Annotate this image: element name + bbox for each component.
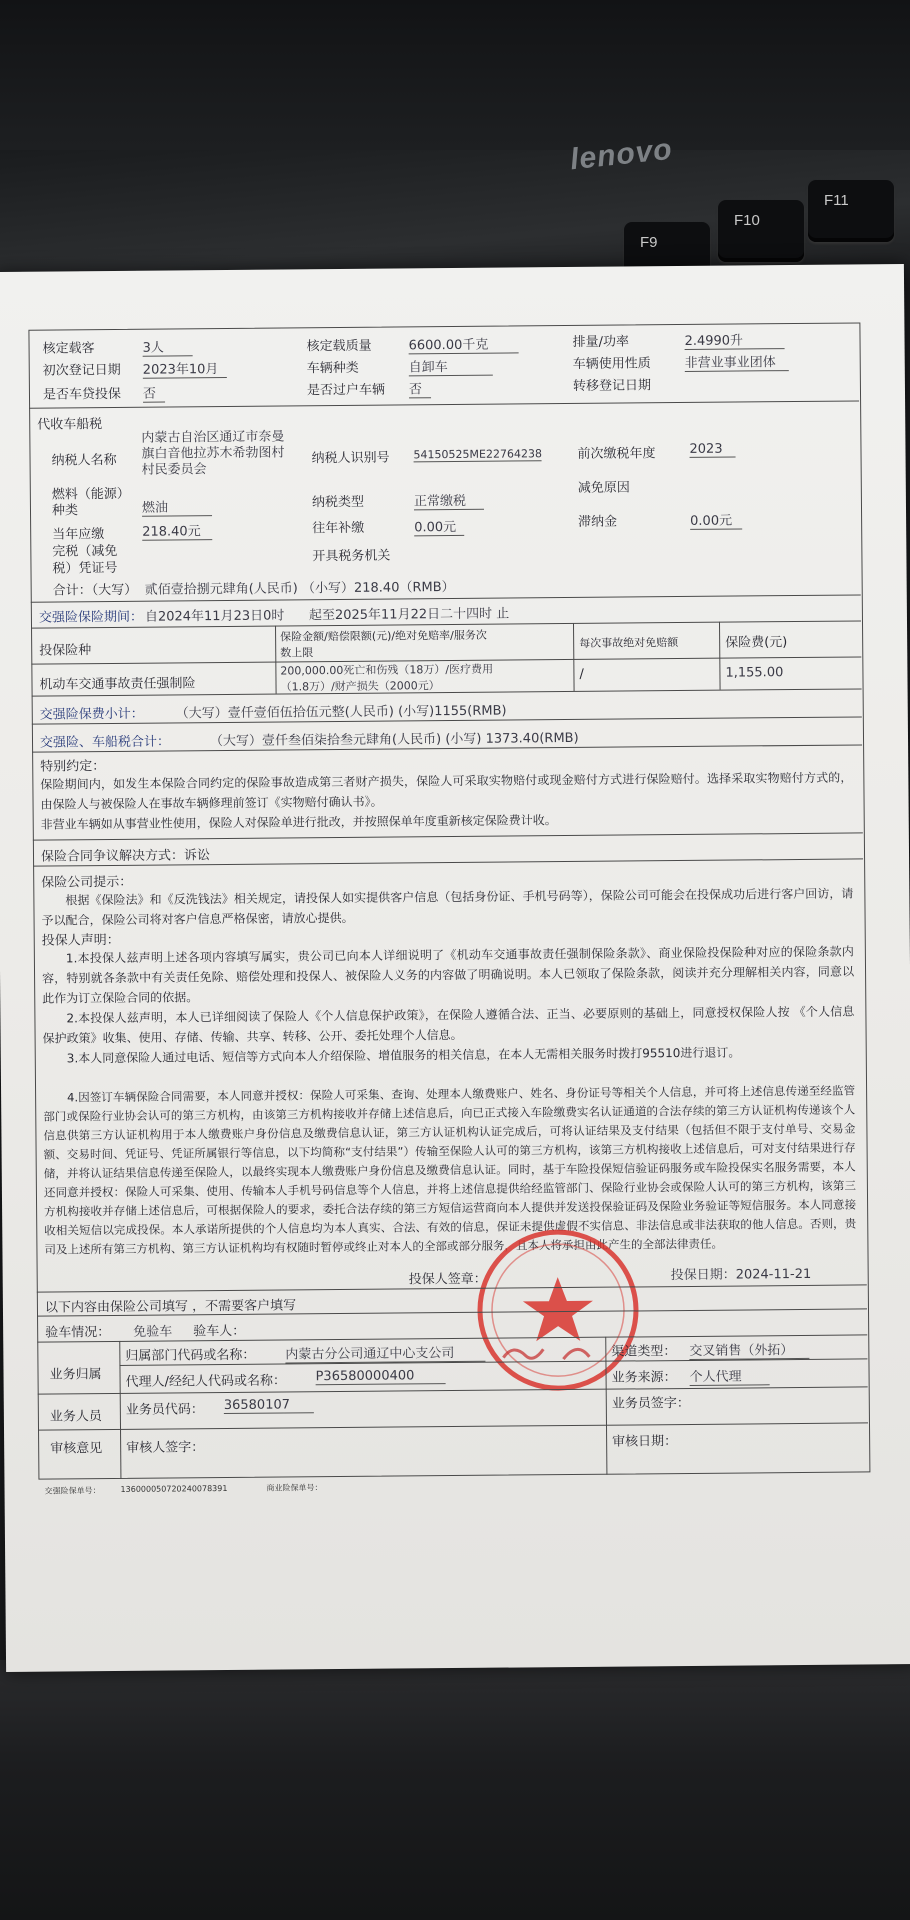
- tax-office-label: 开具税务机关: [312, 548, 391, 565]
- compulsory-subtotal-value: （大写）壹仟壹佰伍拾伍元整(人民币) (小写)1155(RMB): [175, 703, 507, 722]
- tax-type-value: 正常缴税: [414, 490, 484, 511]
- company-notice-text: 根据《保险法》和《反洗钱法》相关规定，请投保人如实提供客户信息（包括身份证、手机号码等），保险公司可能会在投保成功后进行客户回访，请予以配合，保险公司将对客户信息严格保密，请放心提供。: [41, 886, 854, 928]
- commercial-policy-label: 商业险保单号：: [266, 1483, 323, 1493]
- grand-total-value: （大写）壹仟叁佰柒拾叁元肆角(人民币) (小写) 1373.40(RMB): [209, 730, 579, 750]
- tax-total-label: 合计：（大写）: [52, 582, 138, 599]
- key-f10: F10: [718, 200, 804, 262]
- compulsory-subtotal-label: 交强险保费小计：: [39, 706, 144, 723]
- application-date: 投保日期：2024-11-21: [670, 1266, 812, 1284]
- declaration-4: 4.因签订车辆保险合同需要，本人同意并授权：保险人可采集、查询、处理本人缴费账户、姓名、身份证号等相关个人信息，并可将上述信息传递至经监管部门或保险行业协会认可的第三方机构，由该第三方机构接收并存储上述信息后，向已正式接入车险缴费实名认证通道的合法存续的第三方认证机构传递该个人信息供第三方认证机构用于本人缴费账户身份信息及缴费信息认证，第三方认证机构认证完成后，可将认证结果及支付结果（包括但不限于支付单号、交易金额、交易时间、凭证号、凭证所属银行等信息，以下均简称“支付结果”）传输至保险人认可的第三方机构，该第三方机构接收上述信息后，可对支付结果进行存储，并将认证结果信息传递至保险人，以最终实现本人缴费账户身份信息及缴费信息认证。同时，基于车险投保短信验证码服务或车险投保实名服务需要，本人还同意并授权：保险人可采集、使用、传输本人手机号码信息等个人信息，并将上述信息提供给经监管部门、保险行业协会或保险人认可的第三方机构，该第三方机构接收并存储上述信息后，可根据保险人的要求，委托合法存续的第三方短信运营商向本人提供并发送投保验证码及保险业务验证等短信服务。本人同意接收相关短信以完成投保。本人承诺所提供的个人信息均为本人真实、合法、有效的信息，保证未提供虚假不实信息、非法信息或非法获取的他人信息。否则，贵司及上述所有第三方机构、第三方认证机构均有权随时暂停或终止对本人的全部或部分服务，且本人将承担由此产生的全部法律责任。: [43, 1083, 857, 1257]
- tax-total-value: 贰佰壹拾捌元肆角(人民币) （小写）218.40（RMB）: [144, 579, 455, 598]
- usage-label: 车辆使用性质: [572, 356, 651, 372]
- reg-date-label: 初次登记日期: [42, 362, 121, 379]
- reg-date-value: 2023年10月: [143, 358, 227, 379]
- policy-number-label: 交强险保单号：: [44, 1486, 101, 1496]
- compulsory-period-label: 交强险保险期间：: [38, 609, 144, 626]
- fuel-label: 燃料（能源） 种类: [51, 486, 130, 519]
- applicant-signature-label: 投保人签章：: [408, 1271, 487, 1288]
- inspection-label: 验车情况：: [45, 1325, 111, 1341]
- back-tax-value: 0.00元: [414, 516, 464, 536]
- agent-value: P36580000400: [315, 1368, 445, 1385]
- declaration-2: 2.本投保人兹声明，本人已详细阅读了保险人《个人信息保护政策》，在保险人遵循合法、正当、必要原则的基础上，同意授权保险人按 《个人信息保护政策》收集、使用、存储、传输、共享、转移、公开、委托处理个人信息。: [42, 1004, 855, 1046]
- agent-label: 代理人/经纪人代码或名称：: [125, 1373, 287, 1390]
- vehicle-type-value: 自卸车: [409, 356, 493, 377]
- premium-row-premium: 1,155.00: [725, 665, 784, 681]
- premium-table-header-premium: 保险费(元): [725, 635, 788, 651]
- declaration-1: 1.本投保人兹声明上述各项内容填写属实，贵公司已向本人详细说明了《机动车交通事故责任强制保险条款》、商业保险投保险种对应的保险条款内容，特别就各条款中有关责任免除、赔偿处理和投保人、被保险人义务的内容做了明确说明。本人已领取了保险条款，阅读并充分理解相关内容，同意以此作为订立保险合同的依据。: [42, 944, 855, 1006]
- declaration-3: 3.本人同意保险人通过电话、短信等方式向本人介绍保险、增值服务的相关信息，在本人无需相关服务时拨打95510进行退订。: [66, 1045, 741, 1066]
- seats-label: 核定载客: [42, 341, 95, 357]
- special-agreement-text-1: 保险期间内，如发生本保险合同约定的保险事故造成第三者财产损失，保险人可采取实物赔付或现金赔付方式进行保险赔付。选择采取实物赔付方式的，由保险人与被保险人在事故车辆修理前签订《实物赔付确认书》。: [40, 770, 853, 812]
- tax-section-title: 代收车船税: [37, 417, 103, 433]
- source-label: 业务来源：: [611, 1370, 677, 1386]
- late-fee-label: 滞纳金: [578, 514, 618, 530]
- dept-label: 归属部门代码或名称：: [125, 1347, 256, 1364]
- payload-value: 6600.00千克: [408, 333, 518, 354]
- special-agreement-text-2: 非营业车辆如从事营业性使用，保险人对保险单进行批改，并按照保单年度重新核定保险费计收。: [40, 813, 557, 832]
- staff-code-label: 业务员代码：: [125, 1402, 204, 1418]
- premium-table-header-limit: 保险金额/赔偿限额(元)/绝对免赔率/服务次 数上限: [280, 628, 487, 660]
- tax-id-label: 纳税人识别号: [311, 450, 390, 467]
- staff-code-value: 36580107: [224, 1397, 314, 1414]
- declaration-title: 投保人声明：: [41, 932, 120, 949]
- back-tax-label: 往年补缴: [312, 520, 365, 537]
- special-agreement-title: 特别约定：: [40, 759, 106, 775]
- desk-surface: [0, 1660, 910, 1920]
- loan-label: 是否车贷投保: [42, 386, 122, 403]
- late-fee-value: 0.00元: [690, 509, 742, 529]
- channel-label: 渠道类型：: [611, 1344, 677, 1360]
- payload-label: 核定载质量: [306, 338, 372, 355]
- inspection-value: 免验车: [133, 1324, 173, 1340]
- transfer-date-label: 转移登记日期: [572, 378, 652, 394]
- audit-group-label: 审核意见: [50, 1441, 103, 1457]
- vehicle-type-label: 车辆种类: [306, 360, 359, 377]
- key-f11: F11: [808, 180, 894, 242]
- staff-group-label: 业务人员: [49, 1409, 102, 1425]
- seats-value: 3人: [142, 336, 192, 356]
- current-tax-label: 当年应缴: [52, 527, 105, 543]
- inspector-label: 验车人：: [193, 1323, 246, 1340]
- taxpayer-label: 纳税人名称: [51, 452, 117, 469]
- company-fill-note: 以下内容由保险公司填写 ，不需要客户填写: [44, 1298, 297, 1316]
- displacement-value: 2.4990升: [684, 329, 784, 350]
- prev-year-label: 前次缴税年度: [577, 446, 656, 462]
- premium-table-header-item: 投保险种: [39, 643, 92, 659]
- premium-table-header-deductible: 每次事故绝对免赔额: [579, 636, 679, 650]
- audit-date-label: 审核日期：: [612, 1434, 678, 1450]
- dispute-resolution: 保险合同争议解决方式：诉讼: [40, 848, 211, 865]
- business-group-label: 业务归属: [49, 1367, 102, 1383]
- grand-total-label: 交强险、车船税合计：: [39, 734, 171, 751]
- lenovo-logo: lenovo: [568, 132, 675, 177]
- insurance-policy-document: [0, 264, 910, 1672]
- taxpayer-value: 内蒙古自治区通辽市奈曼 旗白音他拉苏木希勃图村 村民委员会: [141, 429, 285, 478]
- tax-cert-label: 完税（减免 税）凭证号: [52, 543, 118, 577]
- auditor-sign-label: 审核人签字：: [126, 1440, 205, 1456]
- tax-id-value: 54150525ME22764238: [413, 447, 542, 462]
- transfer-label: 是否过户车辆: [306, 382, 386, 399]
- dept-value: 内蒙古分公司通辽中心支公司: [285, 1342, 485, 1364]
- source-value: 个人代理: [689, 1365, 769, 1386]
- channel-value: 交叉销售（外拓）: [689, 1339, 809, 1360]
- loan-value: 否: [143, 383, 165, 403]
- company-notice-title: 保险公司提示：: [41, 874, 133, 891]
- current-tax-value: 218.40元: [142, 520, 212, 541]
- premium-row-limit: 200,000.00死亡和伤残（18万）/医疗费用 （1.8万）/财产损失（2000元）: [280, 662, 494, 694]
- staff-sign-label: 业务员签字：: [611, 1395, 690, 1412]
- fuel-value: 燃油: [142, 496, 212, 517]
- usage-value: 非营业事业团体: [685, 351, 789, 372]
- displacement-label: 排量/功率: [572, 334, 629, 350]
- premium-row-deductible: /: [579, 666, 584, 682]
- premium-row-item: 机动车交通事故责任强制险: [39, 676, 196, 693]
- tax-type-label: 纳税类型: [311, 494, 365, 511]
- compulsory-period-from: 自2024年11月23日0时: [144, 608, 285, 625]
- keyboard-background: [0, 0, 910, 290]
- transfer-value: 否: [409, 378, 431, 398]
- policy-number-value: 136000050720240078391: [120, 1484, 228, 1494]
- key-f9: F9: [624, 222, 710, 284]
- compulsory-period-to: 起至2025年11月22日二十四时 止: [308, 606, 510, 624]
- prev-year-value: 2023: [689, 442, 735, 458]
- exempt-label: 减免原因: [577, 480, 630, 496]
